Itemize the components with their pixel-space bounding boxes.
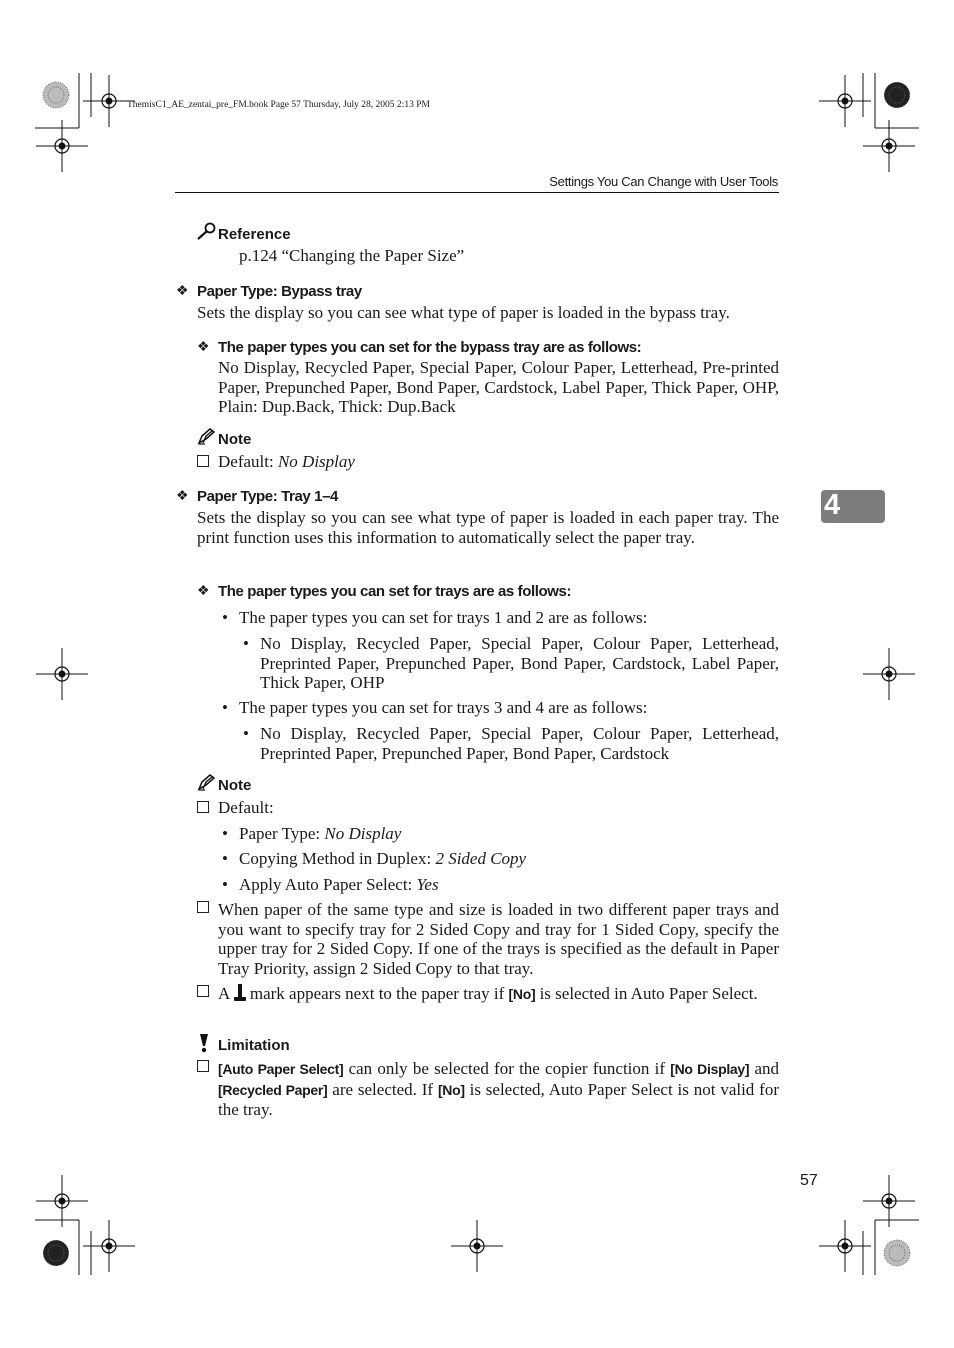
key-no-display: [No Display] <box>670 1061 750 1077</box>
checkbox-bullet-icon <box>197 900 218 918</box>
checkbox-bullet-icon <box>197 1059 218 1077</box>
magnifier-icon <box>197 222 217 240</box>
limitation-text-part: is selected, Auto Paper Select is not valid for the tray. <box>218 1079 779 1119</box>
tray-description: Sets the display so you can see what type of paper is loaded in each paper tray. The print function uses this information to automatically select the paper tray. <box>197 508 779 547</box>
limitation-text <box>218 1059 779 1120</box>
bypass-default <box>197 452 355 472</box>
tray-heading: Paper Type: Tray 1–4 <box>197 488 338 505</box>
default-item-label: Paper Type: <box>239 824 325 843</box>
pencil-icon <box>197 428 216 445</box>
note-title: Note <box>218 431 252 448</box>
limitation-text-part: can only be selected for the copier function if <box>343 1059 671 1078</box>
bypass-types: No Display, Recycled Paper, Special Paper, Colour Paper, Letterhead, Pre-printed Paper, Prepunched Paper, Bond Paper, Cardstock, Label Paper, Thick Paper, OHP, Plain: Dup.Back, Thick: Dup.Back <box>218 358 779 416</box>
tray-subheading: The paper types you can set for trays are as follows: <box>218 583 572 600</box>
header-rule <box>175 192 779 193</box>
default-item-value: No Display <box>324 824 402 843</box>
key-no: [No] <box>437 1081 465 1098</box>
running-header: Settings You Can Change with User Tools <box>549 174 778 189</box>
default-item-label: Apply Auto Paper Select: <box>239 875 417 894</box>
default-item-value: Yes <box>416 875 439 894</box>
page-number: 57 <box>800 1172 818 1189</box>
reference-link[interactable]: p.124 “Changing the Paper Size” <box>239 246 465 265</box>
chapter-tab[interactable] <box>821 490 885 523</box>
key-recycled-paper: [Recycled Paper] <box>218 1081 328 1098</box>
note-mark-text: mark appears next to the paper tray if <box>245 984 509 1003</box>
limitation-title: Limitation <box>218 1037 290 1054</box>
print-slug: ThemisC1_AE_zentai_pre_FM.book Page 57 Thursday, July 28, 2005 2:13 PM <box>127 100 430 110</box>
default-item <box>239 849 526 869</box>
default-label: Default: <box>218 798 274 817</box>
reference-title: Reference <box>218 226 291 243</box>
checkbox-bullet-icon <box>197 801 209 813</box>
diamond-icon: ❖ <box>176 489 189 504</box>
checkbox-bullet-icon <box>197 455 209 467</box>
pencil-icon <box>197 774 216 791</box>
trays12-intro: • The paper types you can set for trays 1 and 2 are as follows: <box>239 608 779 628</box>
key-no: [No] <box>508 986 536 1002</box>
diamond-icon: ❖ <box>176 284 189 299</box>
diamond-icon: ❖ <box>197 584 210 599</box>
bypass-heading: Paper Type: Bypass tray <box>197 283 362 300</box>
limitation-text-part: are selected. If <box>327 1079 438 1099</box>
checkbox-bullet-icon <box>197 984 218 1002</box>
note-title: Note <box>218 777 252 794</box>
note-mark <box>218 984 779 1005</box>
diamond-icon: ❖ <box>197 340 210 355</box>
trays34-types: • No Display, Recycled Paper, Special Paper, Colour Paper, Letterhead, Preprinted Paper, Prepunched Paper, Bond Paper, Cardstock <box>260 724 779 763</box>
default-value: No Display <box>277 452 355 471</box>
note-duplex: When paper of the same type and size is loaded in two different paper trays and you want to specify tray for 2 Sided Copy and tray for 1 Sided Copy, specify the upper tray for 2 Sided Copy. If one of the trays is specified as the default in Paper Tray Priority, assign 2 Sided Copy to that tray. <box>218 900 779 978</box>
key-auto-paper-select: [Auto Paper Select] <box>218 1061 344 1077</box>
trays12-types: • No Display, Recycled Paper, Special Paper, Colour Paper, Letterhead, Preprinted Paper, Prepunched Paper, Bond Paper, Cardstock, Label Paper, Thick Paper, OHP <box>260 634 779 693</box>
trays34-intro: • The paper types you can set for trays 3 and 4 are as follows: <box>239 698 779 718</box>
tray-default <box>197 798 274 818</box>
default-label: Default: <box>218 452 278 471</box>
tray-mark-icon <box>234 984 246 1002</box>
default-item-label: Copying Method in Duplex: <box>239 849 436 868</box>
default-item <box>239 824 401 844</box>
limitation-text-part: and <box>749 1059 780 1078</box>
note-mark-text: A <box>218 984 234 1003</box>
default-item-value: 2 Sided Copy <box>435 849 527 868</box>
note-mark-text: is selected in Auto Paper Select. <box>535 984 758 1003</box>
chapter-number: 4 <box>824 489 841 521</box>
bypass-description: Sets the display so you can see what type of paper is loaded in the bypass tray. <box>197 303 730 322</box>
exclamation-icon <box>197 1033 211 1053</box>
bypass-subheading: The paper types you can set for the bypass tray are as follows: <box>218 339 642 356</box>
default-item <box>239 875 439 895</box>
